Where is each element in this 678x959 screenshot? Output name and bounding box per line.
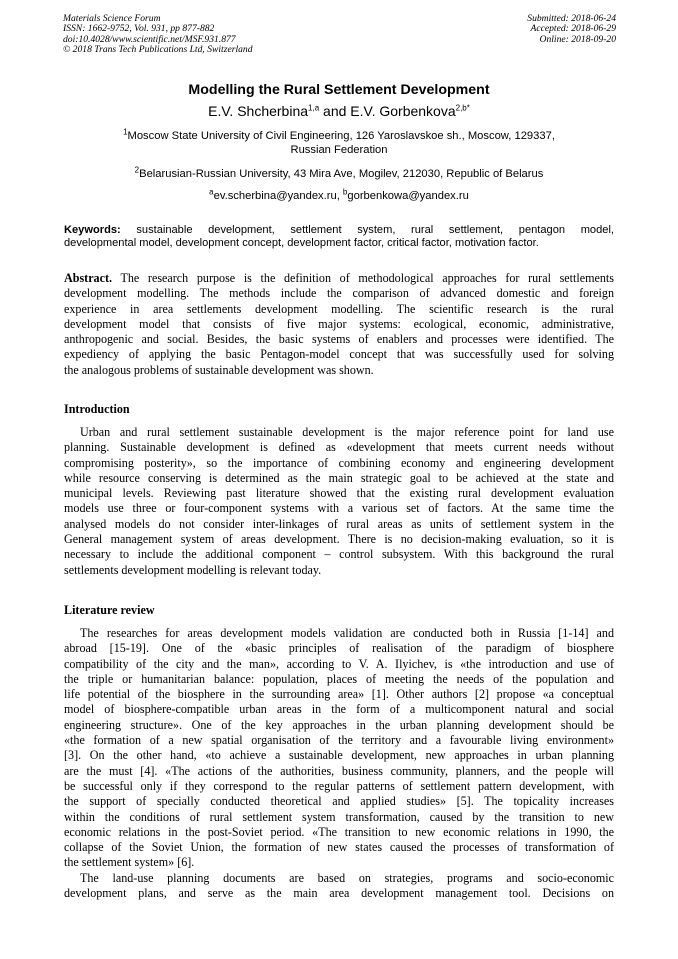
author-1-sup: 1,a — [308, 103, 320, 113]
keywords — [64, 224, 614, 250]
lit-line: within the conditions of rural settlement system transformation, caused by the transition to new — [64, 809, 614, 824]
lit-line: the support of specially conducted theoretical and applied studies» [5]. The topicality increases — [64, 794, 614, 809]
lit-line: model of biosphere-compatible urban areas in the form of a multicomponent natural and social — [64, 702, 614, 717]
journal-info — [63, 14, 253, 56]
lit-line: collapse of the Soviet Union, the formation of new states caused the processes of transformation of — [64, 840, 614, 855]
abstract-line: expediency of applying the basic Pentagon-model concept that was successfully used for solving — [64, 347, 614, 362]
author-2: E.V. Gorbenkova — [350, 103, 456, 119]
online-date: Online: 2018-09-20 — [539, 33, 616, 45]
issn: ISSN: 1662-9752, Vol. 931, pp 877-882 — [63, 23, 215, 35]
keywords-line1: sustainable development, settlement system, rural settlement, pentagon model, — [120, 224, 614, 236]
author-1: E.V. Shcherbina — [208, 103, 309, 119]
affiliation-1 — [0, 129, 678, 157]
lit-line: the triple or humanitarian balance: population, places of meeting the needs of the population and — [64, 671, 614, 686]
lit-line: abroad [15-19]. One of the «basic principles of realisation of the paradigm of biosphere — [64, 641, 614, 656]
abstract-line: development modelling. The methods include the comparison of advanced domestic and foreign — [64, 286, 614, 301]
lit-line: compatibility of the city and the man», according to V. A. Ilyichev, is «the introduction and use of — [64, 656, 614, 671]
introduction-heading: Introduction — [64, 402, 130, 416]
abstract-line: experience in area settlements development modelling. The scientific research is the rural — [64, 301, 614, 316]
authors — [0, 103, 678, 119]
affiliation-2 — [0, 167, 678, 181]
introduction-body — [64, 425, 614, 578]
abstract-line: the analogous problems of sustainable development was shown. — [64, 362, 374, 377]
intro-line: models use three or four-component systems with a various set of factors. At the same time the — [64, 501, 614, 516]
abstract-line: development model that consists of five major systems: ecological, economic, administrative, — [64, 316, 614, 331]
doi[interactable]: doi:10.4028/www.scientific.net/MSF.931.877 — [63, 33, 236, 45]
lit-line: engineering structure». One of the key approaches in the urban planning development should be — [64, 717, 614, 732]
emails — [0, 189, 678, 203]
email-b[interactable]: gorbenkowa@yandex.ru — [347, 190, 469, 202]
affiliation-1-line1: Moscow State University of Civil Engineering, 126 Yaroslavskoe sh., Moscow, 129337, — [127, 130, 555, 142]
email-a-sup: a — [209, 187, 214, 197]
intro-line: Urban and rural settlement sustainable development is the major reference point for land use — [80, 425, 614, 439]
lit-line: are the must [4]. «The actions of the authorities, business community, planners, and the people will — [64, 763, 614, 778]
journal-name: Materials Science Forum — [63, 13, 161, 24]
lit-line: economic relations in the post-Soviet period. «The transition to new economic relations in 1990, the — [64, 824, 614, 839]
intro-line: settlements development modelling is relevant today. — [64, 562, 322, 577]
abstract-label: Abstract. — [64, 271, 113, 285]
lit-line: [3]. On the other hand, «to achieve a sustainable development, new approaches in urban planning — [64, 748, 614, 763]
authors-and: and — [319, 103, 351, 119]
paper-title: Modelling the Rural Settlement Development — [188, 82, 490, 98]
lit-line: life potential of the biosphere in the surrounding area» [1]. Other authors [2] propose «a conceptual — [64, 687, 614, 702]
dates-info — [527, 14, 616, 45]
lit-line: The researches for areas development models validation are conducted both in Russia [1-14] and — [80, 626, 614, 640]
author-2-sup: 2,b* — [455, 103, 470, 113]
affiliation-2-text: Belarusian-Russian University, 43 Mira Ave, Mogilev, 212030, Republic of Belarus — [139, 168, 544, 180]
submitted-date: Submitted: 2018-06-24 — [527, 13, 616, 24]
lit-line: development plans, and serve as the main area development management tool. Decisions on — [64, 886, 614, 901]
intro-line: necessary to include the additional component – control subsystem. With this background the rural — [64, 547, 614, 562]
accepted-date: Accepted: 2018-06-29 — [530, 23, 616, 35]
abstract-line: The research purpose is the definition of methodological approaches for rural settlements — [112, 271, 614, 285]
email-b-sup: b — [342, 187, 348, 197]
intro-line: General management system of areas development. There is no decision-making evaluation, so it is — [64, 532, 614, 547]
keywords-line2: developmental model, development concept, development factor, critical factor, motivation factor. — [64, 237, 539, 249]
intro-line: analysed models do not consider inter-linkages of rural areas as units of settlement system in the — [64, 516, 614, 531]
intro-line: planning. Sustainable development is defined as «development that meets current needs without — [64, 440, 614, 455]
affiliation-1-line2: Russian Federation — [290, 144, 388, 156]
affiliation-2-sup: 2 — [134, 165, 140, 175]
literature-body — [64, 626, 614, 901]
intro-line: compromising posterity», so the importance of combining economy and engineering development — [64, 455, 614, 470]
abstract-line: anthropogenic and social. Besides, the basic systems of enablers and processes were identified. The — [64, 332, 614, 347]
copyright: © 2018 Trans Tech Publications Ltd, Switzerland — [63, 44, 253, 56]
affiliation-1-sup: 1 — [123, 127, 128, 137]
intro-line: while resource conserving is determined as the main strategic goal to be achieved at the state and — [64, 470, 614, 485]
lit-line: The land-use planning documents are based on strategies, programs and socio-economic — [80, 870, 614, 885]
literature-heading: Literature review — [64, 603, 155, 617]
intro-line: municipal levels. Reviewing past literature showed that the existing rural development evaluation — [64, 486, 614, 501]
lit-line: be successful only if they correspond to the regular patterns of settlement pattern development, with — [64, 778, 614, 793]
keywords-label: Keywords: — [64, 224, 121, 236]
lit-line: «the formation of a new spatial organisation of the territory and a favourable living environment» — [64, 733, 614, 748]
lit-line: the settlement system» [6]. — [64, 855, 195, 870]
email-a[interactable]: ev.scherbina@yandex.ru, — [213, 190, 343, 202]
abstract — [64, 271, 614, 378]
